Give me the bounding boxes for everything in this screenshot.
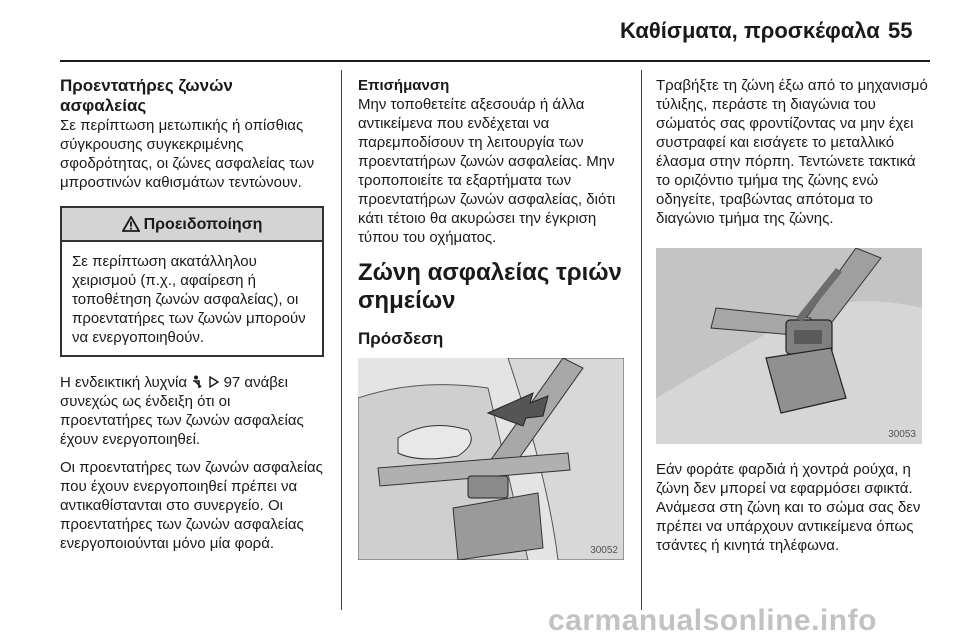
section-heading-three-point-belt: Ζώνη ασφαλείας τριών σημείων: [358, 259, 622, 314]
seatbelt-pretensioner-icon: [191, 375, 205, 389]
warning-body: Σε περίπτωση ακατάλληλου χειρισμού (π.χ., αφαίρεση ή τοποθέτηση ζωνών ασφαλείας), οι προεντατήρες των ζωνών μπορούν να ενεργοποιηθούν.: [72, 253, 306, 346]
watermark: carmanualsonline.info: [548, 604, 877, 637]
page-number: 55: [888, 18, 913, 43]
belt-buckle-illustration: [656, 248, 922, 444]
column-divider-2: [641, 70, 642, 610]
warning-triangle-icon: [122, 216, 140, 232]
column-1: [60, 76, 324, 562]
column-3-lower: [656, 460, 930, 564]
column-3: [656, 76, 930, 237]
belt-fastening-illustration: [358, 358, 624, 560]
column-divider-1: [341, 70, 342, 610]
pretensioner-intro: Σε περίπτωση μετωπικής ή οπίσθιας σύγκρουσης συγκεκριμένης σφοδρότητας, οι ζώνες ασφαλείας των μπροστινών καθισμάτων τεντώνουν.: [60, 117, 315, 191]
page-header-title: Καθίσματα, προσκέφαλα: [620, 18, 880, 43]
warning-header: [62, 208, 322, 242]
figure-id-30053: 30053: [888, 429, 916, 440]
indicator-paragraph: Η ενδεικτική λυχνία 97 ανάβει συνεχώς ως ένδειξη ότι οι προεντατήρες των ζωνών ασφαλείας έχουν ενεργοποιηθεί.: [60, 374, 304, 448]
warning-title: Προειδοποίηση: [143, 215, 263, 233]
note-title: Επισήμανση: [358, 77, 450, 94]
sub-heading-fastening: Πρόσδεση: [358, 329, 444, 348]
figure-belt-buckle: [656, 248, 922, 444]
figure-fastening-belt: [358, 358, 624, 560]
fastening-instructions: Τραβήξτε τη ζώνη έξω από το μηχανισμό τύλιξης, περάστε τη διαγώνια του σώματός σας φροντίζοντας να μην έχει συστραφεί και εισάγετε το μεταλλικό έλασμα στην πόρπη. Τεντώνετε τακτικά το οριζόντιο τμήμα της ζώνης ενώ οδηγείτε, τραβώντας απότομα το διαγώνιο τμήμα της ζώνης.: [656, 77, 928, 227]
column-2: [358, 76, 624, 349]
clothing-warning: Εάν φοράτε φαρδιά ή χοντρά ρούχα, η ζώνη δεν μπορεί να εφαρμόσει σφικτά. Ανάμεσα στη ζώνη και το σώμα σας δεν πρέπει να υπάρχουν αντικείμενα όπως τσάντες ή κινητά τηλέφωνα.: [656, 461, 921, 554]
header-divider: [60, 60, 930, 62]
reference-arrow-icon[interactable]: [209, 376, 219, 388]
warning-box: [60, 206, 324, 357]
section-heading-pretensioners: Προεντατήρες ζωνών ασφαλείας: [60, 76, 233, 115]
pretensioner-replacement: Οι προεντατήρες των ζωνών ασφαλείας που έχουν ενεργοποιηθεί πρέπει να αντικαθίστανται στο συνεργείο. Οι προεντατήρες των ζωνών ασφαλείας ενεργοποιούνται μόνο μία φορά.: [60, 459, 323, 552]
note-body: Μην τοποθετείτε αξεσουάρ ή άλλα αντικείμενα που ενδέχεται να παρεμποδίσουν τη λειτουργία των προεντατήρων ζωνών ασφαλείας. Μην τροποποιείτε τα εξαρτήματα των προεντατήρων ζωνών ασφαλείας, διότι κάτι τέτοιο θα ακυρώσει την έγκριση τύπου του οχήματος.: [358, 96, 616, 246]
figure-id-30052: 30052: [590, 545, 618, 556]
